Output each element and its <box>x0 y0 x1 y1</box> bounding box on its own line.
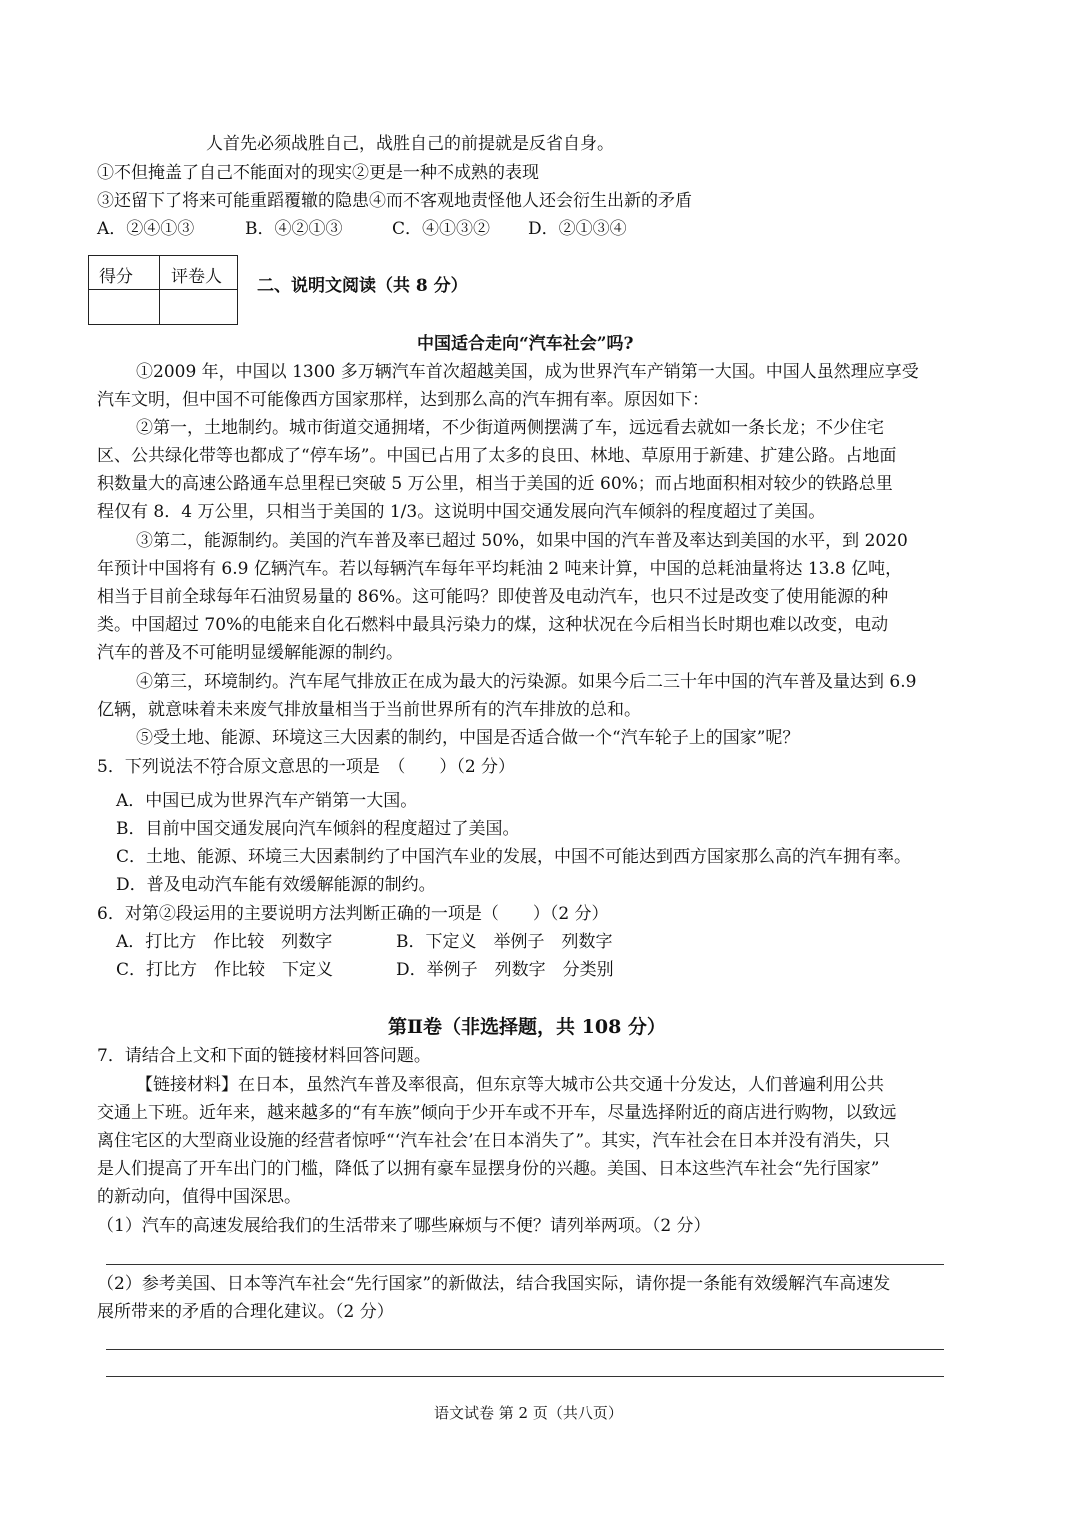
answer-line[interactable] <box>106 1264 944 1265</box>
score-table <box>88 255 238 325</box>
article-line: ⑤受土地、能源、环境这三大因素的制约，中国是否适合做一个“汽车轮子上的国家”呢？ <box>136 728 800 748</box>
question-6-option-c: C．打比方 作比较 下定义 <box>116 960 334 980</box>
question-5-prefix: 5．下列说法 <box>97 757 193 777</box>
score-table-divider <box>89 289 237 290</box>
article-line: 程仅有 8．4 万公里，只相当于美国的 1/3。这说明中国交通发展向汽车倾斜的程度超过了美国。 <box>97 502 826 522</box>
article-line: 类。中国超过 70%的电能来自化石燃料中最具污染力的煤，这种状况在今后相当长时期也难以改变，电动 <box>97 615 889 635</box>
article-line: ②第一，土地制约。城市街道交通拥堵，不少街道两侧摆满了车，远远看去就如一条长龙；不少住宅 <box>136 418 884 438</box>
question-6-option-b: B．下定义 举例子 列数字 <box>396 932 613 952</box>
article-line: 相当于目前全球每年石油贸易量的 86%。这可能吗？即使普及电动汽车，也只不过是改变了使用能源的种 <box>97 587 889 607</box>
question-5-stem <box>97 759 515 776</box>
material-line: 的新动向，值得中国深思。 <box>97 1187 301 1207</box>
part-2-heading: 第Ⅱ卷（非选择题，共 108 分） <box>388 1016 666 1038</box>
answer-line[interactable] <box>106 1349 944 1350</box>
article-line: ③第二，能源制约。美国的汽车普及率已超过 50%，如果中国的汽车普及率达到美国的水平，到 2020 <box>136 531 908 551</box>
material-line: 离住宅区的大型商业设施的经营者惊呼“‘汽车社会’在日本消失了”。其实，汽车社会在日本并没有消失，只 <box>97 1131 891 1151</box>
score-table-divider <box>159 256 160 324</box>
article-line: 汽车文明，但中国不可能像西方国家那样，达到那么高的汽车拥有率。原因如下： <box>97 390 709 410</box>
page-footer: 语文试卷 第 2 页（共八页） <box>434 1404 623 1422</box>
intro-option-d: D．②①③④ <box>528 219 627 239</box>
question-7-2-line-2: 展所带来的矛盾的合理化建议。（2 分） <box>97 1302 394 1322</box>
article-line: 汽车的普及不可能明显缓解能源的制约。 <box>97 643 403 663</box>
intro-line-3: ③还留下了将来可能重蹈覆辙的隐患④而不客观地责怪他人还会衍生出新的矛盾 <box>97 191 692 211</box>
score-label: 得分 <box>99 267 133 287</box>
question-5-option-a: A．中国已成为世界汽车产销第一大国。 <box>116 791 418 811</box>
intro-option-a: A．②④①③ <box>97 219 195 239</box>
article-line: ①2009 年，中国以 1300 多万辆汽车首次超越美国，成为世界汽车产销第一大国。中国人虽然理应享受 <box>136 362 919 382</box>
question-6-option-a: A．打比方 作比较 列数字 <box>116 932 333 952</box>
intro-line-2: ①不但掩盖了自己不能面对的现实②更是一种不成熟的表现 <box>97 163 539 183</box>
material-line: 是人们提高了开车出门的门槛，降低了以拥有豪车显摆身份的兴趣。美国、日本这些汽车社会“先行国家” <box>97 1159 880 1179</box>
question-6-option-d: D．举例子 列数字 分类别 <box>396 960 614 980</box>
answer-line[interactable] <box>106 1376 944 1377</box>
question-5-suffix: 原文意思的一项是 （ ）（2 分） <box>243 757 516 777</box>
article-line: 区、公共绿化带等也都成了“停车场”。中国已占用了太多的良田、林地、草原用于新建、扩建公路。占地面 <box>97 446 897 466</box>
intro-option-b: B．④②①③ <box>245 219 343 239</box>
intro-line-1: 人首先必须战胜自己，战胜自己的前提就是反省自身。 <box>206 134 614 154</box>
section-2-heading: 二、说明文阅读（共 8 分） <box>257 276 468 296</box>
question-7-stem: 7．请结合上文和下面的链接材料回答问题。 <box>97 1046 431 1066</box>
question-5-option-b: B．目前中国交通发展向汽车倾斜的程度超过了美国。 <box>116 819 520 839</box>
question-7-1: （1）汽车的高速发展给我们的生活带来了哪些麻烦与不便？请列举两项。（2 分） <box>97 1216 711 1236</box>
article-line: 年预计中国将有 6.9 亿辆汽车。若以每辆汽车每年平均耗油 2 吨来计算，中国的总耗油量将达 13.8 亿吨， <box>97 559 903 579</box>
question-6-stem: 6．对第②段运用的主要说明方法判断正确的一项是（ ）（2 分） <box>97 904 609 924</box>
article-line: ④第三，环境制约。汽车尾气排放正在成为最大的污染源。如果今后二三十年中国的汽车普及量达到 6.9 <box>136 672 917 692</box>
grader-label: 评卷人 <box>171 267 222 287</box>
material-line: 交通上下班。近年来，越来越多的“有车族”倾向于少开车或不开车，尽量选择附近的商店进行购物，以致远 <box>97 1103 897 1123</box>
question-5-option-d: D．普及电动汽车能有效缓解能源的制约。 <box>116 875 436 895</box>
question-5-emphasis: 不符合 <box>192 757 244 777</box>
intro-option-c: C．④①③② <box>392 219 491 239</box>
material-line: 【链接材料】在日本，虽然汽车普及率很高，但东京等大城市公共交通十分发达，人们普遍利用公共 <box>136 1075 884 1095</box>
article-title: 中国适合走向“汽车社会”吗? <box>417 334 634 354</box>
question-5-option-c: C．土地、能源、环境三大因素制约了中国汽车业的发展，中国不可能达到西方国家那么高的汽车拥有率。 <box>116 847 912 867</box>
article-line: 亿辆，就意味着未来废气排放量相当于当前世界所有的汽车排放的总和。 <box>97 700 641 720</box>
article-line: 积数量大的高速公路通车总里程已突破 5 万公里，相当于美国的近 60%；而占地面积相对较少的铁路总里 <box>97 474 893 494</box>
question-7-2-line-1: （2）参考美国、日本等汽车社会“先行国家”的新做法，结合我国实际，请你提一条能有效缓解汽车高速发 <box>97 1274 891 1294</box>
